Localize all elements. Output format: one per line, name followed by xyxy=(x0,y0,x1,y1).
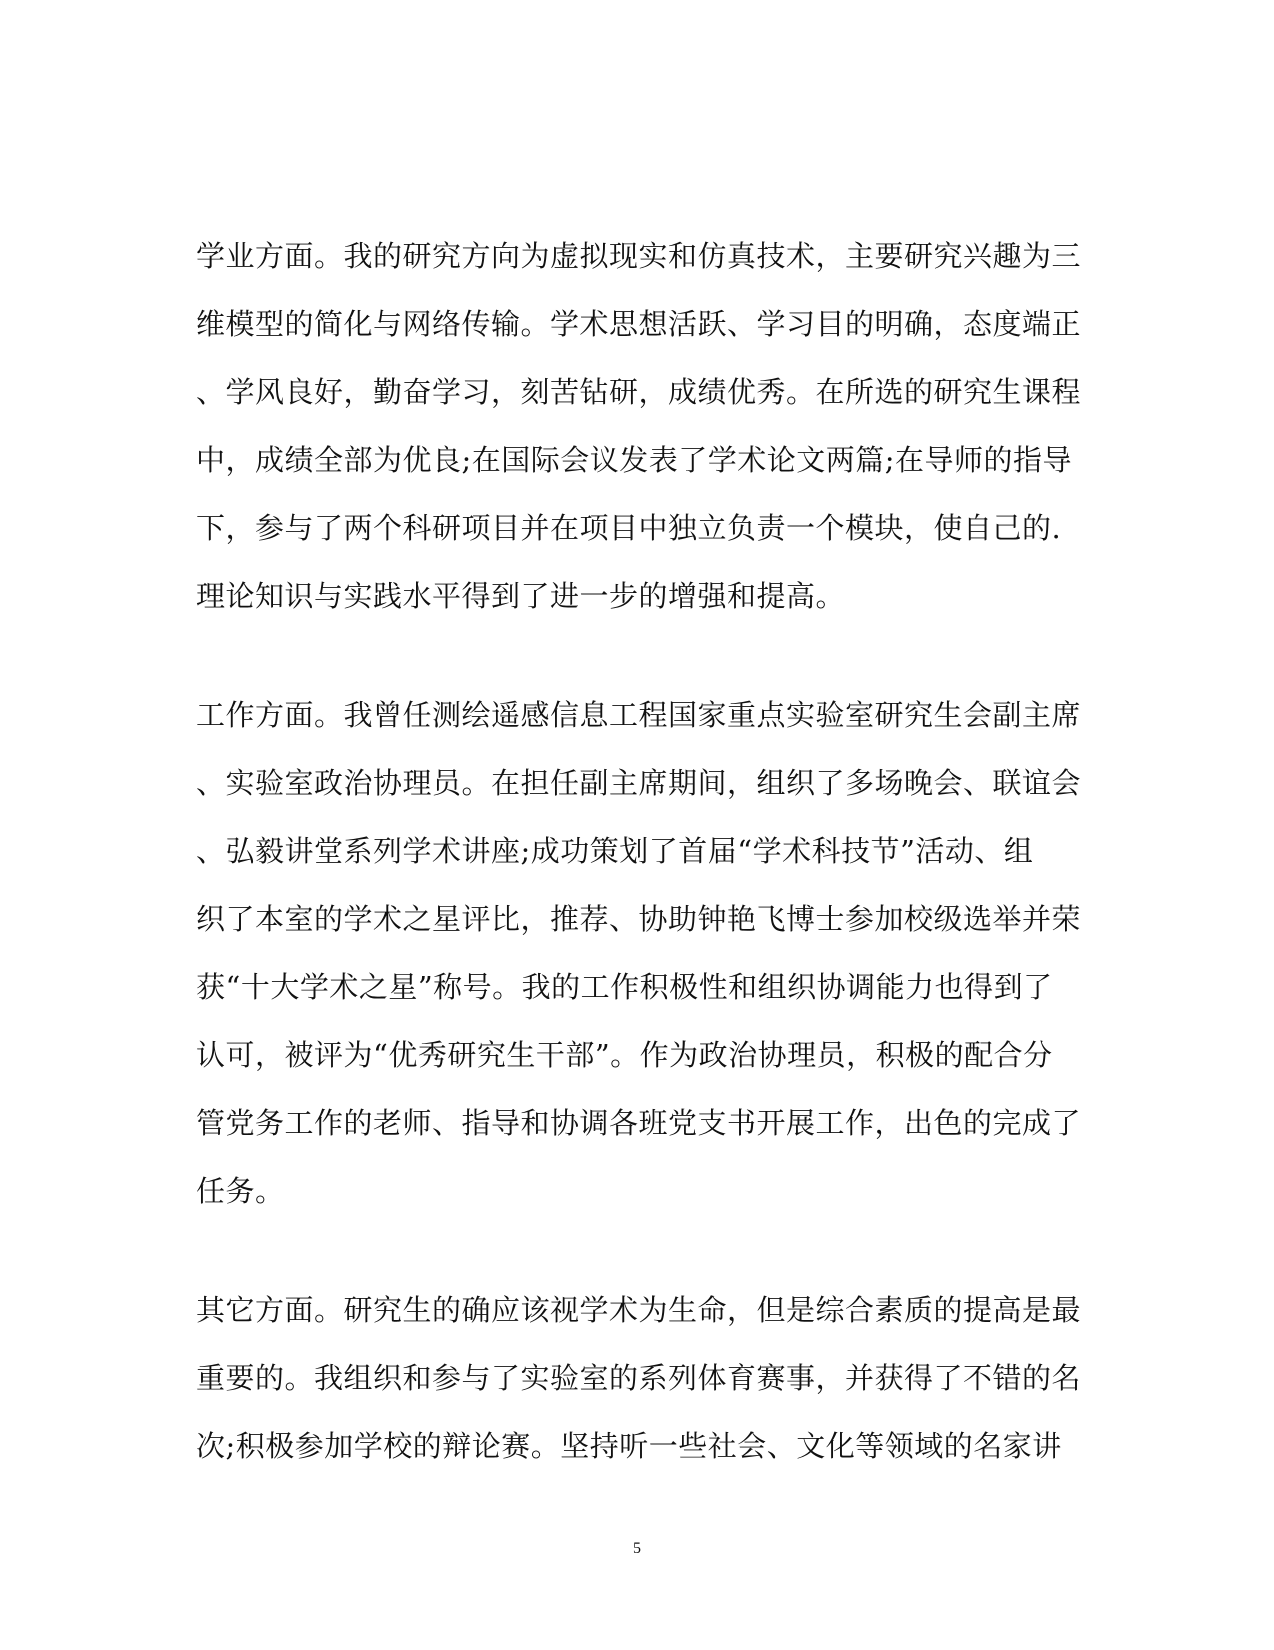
paragraph-line: 下，参与了两个科研项目并在项目中独立负责一个模块，使自己的. xyxy=(196,511,1062,545)
paragraph-line: 织了本室的学术之星评比，推荐、协助钟艳飞博士参加校级选举并荣 xyxy=(196,902,1082,936)
paragraph-line: 管党务工作的老师、指导和协调各班党支书开展工作，出色的完成了 xyxy=(196,1106,1082,1140)
paragraph-line: 、弘毅讲堂系列学术讲座;成功策划了首届“学术科技节”活动、组 xyxy=(196,834,1034,868)
paragraph-work xyxy=(196,681,1082,1225)
page-number: 5 xyxy=(633,1540,641,1557)
paragraph-line: 维模型的简化与网络传输。学术思想活跃、学习目的明确，态度端正 xyxy=(196,307,1082,341)
paragraph-line: 重要的。我组织和参与了实验室的系列体育赛事，并获得了不错的名 xyxy=(196,1361,1082,1395)
paragraph-line: 理论知识与实践水平得到了进一步的增强和提高。 xyxy=(196,579,846,613)
paragraph-line: 次;积极参加学校的辩论赛。坚持听一些社会、文化等领域的名家讲 xyxy=(196,1429,1062,1463)
paragraph-line: 任务。 xyxy=(196,1174,285,1208)
paragraph-academics xyxy=(196,222,1082,630)
paragraph-line: 中，成绩全部为优良;在国际会议发表了学术论文两篇;在导师的指导 xyxy=(196,443,1073,477)
paragraph-line: 获“十大学术之星”称号。我的工作积极性和组织协调能力也得到了 xyxy=(196,970,1053,1004)
paragraph-other xyxy=(196,1276,1082,1480)
paragraph-line: 、实验室政治协理员。在担任副主席期间，组织了多场晚会、联谊会 xyxy=(196,766,1082,800)
paragraph-line: 、学风良好，勤奋学习，刻苦钻研，成绩优秀。在所选的研究生课程 xyxy=(196,375,1082,409)
paragraph-line: 认可，被评为“优秀研究生干部”。作为政治协理员，积极的配合分 xyxy=(196,1038,1053,1072)
paragraph-line: 其它方面。研究生的确应该视学术为生命，但是综合素质的提高是最 xyxy=(196,1293,1082,1327)
paragraph-line: 学业方面。我的研究方向为虚拟现实和仿真技术，主要研究兴趣为三 xyxy=(196,239,1082,273)
paragraph-line: 工作方面。我曾任测绘遥感信息工程国家重点实验室研究生会副主席 xyxy=(196,698,1082,732)
